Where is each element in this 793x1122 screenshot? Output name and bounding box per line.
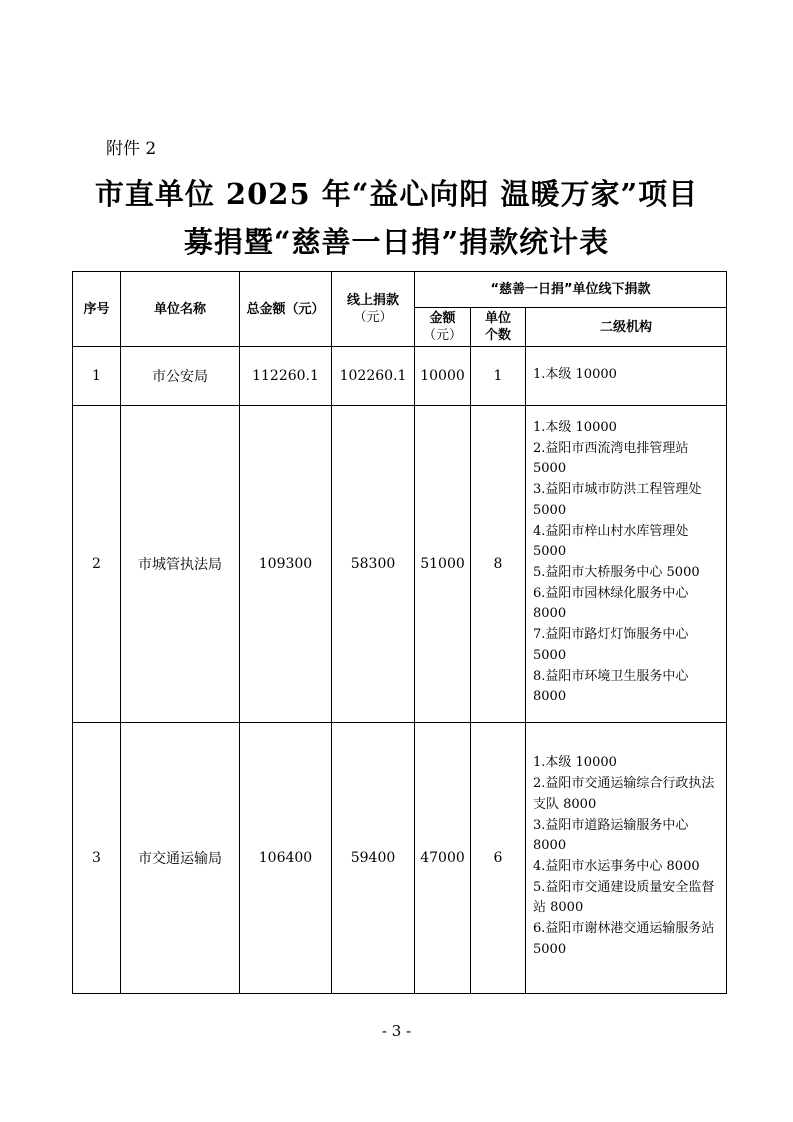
cell-unit-count: 6	[471, 723, 526, 994]
cell-secondary-orgs	[526, 406, 727, 723]
cell-unit-count: 8	[471, 406, 526, 723]
cell-seq: 1	[73, 347, 121, 406]
header-online	[332, 272, 415, 347]
header-offline-amount	[415, 308, 471, 347]
org-item: 1.本级 10000	[533, 366, 617, 382]
org-item: 2.益阳市西流湾电排管理站 5000	[533, 440, 689, 477]
header-offline-group: “慈善一日捐”单位线下捐款	[415, 272, 727, 308]
org-item: 6.益阳市谢林港交通运输服务站 5000	[533, 921, 715, 957]
cell-offline-amount: 10000	[415, 347, 471, 406]
cell-unit-name: 市公安局	[121, 347, 240, 406]
header-unit-count-line2: 个数	[484, 328, 511, 343]
org-item: 7.益阳市路灯灯饰服务中心 5000	[533, 627, 689, 663]
org-item: 4.益阳市水运事务中心 8000	[533, 859, 700, 874]
org-item: 6.益阳市园林绿化服务中心 8000	[533, 585, 689, 622]
cell-secondary-orgs	[526, 347, 727, 406]
cell-online: 102260.1	[332, 347, 415, 406]
table-row	[73, 347, 727, 406]
cell-seq: 3	[73, 723, 121, 994]
org-item: 5.益阳市大桥服务中心 5000	[533, 565, 700, 580]
cell-secondary-orgs	[526, 723, 727, 994]
header-online-line1: 线上捐款	[346, 293, 399, 308]
cell-total: 106400	[240, 723, 332, 994]
page-title-line-1: 市直单位 2025 年“益心向阳 温暖万家”项目	[94, 177, 699, 211]
cell-offline-amount: 47000	[415, 723, 471, 994]
donation-table	[72, 271, 727, 994]
cell-unit-name: 市城管执法局	[121, 406, 240, 723]
header-online-line2: （元）	[353, 310, 393, 325]
cell-total: 109300	[240, 406, 332, 723]
attachment-label: 附件 2	[106, 139, 157, 159]
org-item: 1.本级 10000	[533, 420, 617, 436]
cell-unit-name: 市交通运输局	[121, 723, 240, 994]
header-total: 总金额（元）	[240, 272, 332, 347]
org-item: 2.益阳市交通运输综合行政执法支队 8000	[533, 776, 715, 812]
cell-seq: 2	[73, 406, 121, 723]
cell-offline-amount: 51000	[415, 406, 471, 723]
cell-online: 59400	[332, 723, 415, 994]
header-amount-line1: 金额	[429, 311, 456, 326]
cell-unit-count: 1	[471, 347, 526, 406]
header-seq: 序号	[73, 272, 121, 347]
org-item: 1.本级 10000	[533, 755, 617, 771]
header-unit-count-line1: 单位	[484, 311, 511, 326]
cell-online: 58300	[332, 406, 415, 723]
cell-total: 112260.1	[240, 347, 332, 406]
header-unit-count	[471, 308, 526, 347]
header-amount-line2: （元）	[422, 328, 462, 343]
org-item: 3.益阳市城市防洪工程管理处 5000	[533, 482, 702, 518]
page-number: - 3 -	[381, 1022, 412, 1040]
table-row	[73, 723, 727, 994]
header-secondary-org: 二级机构	[526, 308, 727, 347]
org-item: 5.益阳市交通建设质量安全监督站 8000	[533, 879, 715, 916]
page-title-line-2: 募捐暨“慈善一日捐”捐款统计表	[183, 225, 610, 259]
header-unit-name: 单位名称	[121, 272, 240, 347]
org-item: 8.益阳市环境卫生服务中心 8000	[533, 668, 689, 705]
org-item: 3.益阳市道路运输服务中心 8000	[533, 817, 689, 854]
org-item: 4.益阳市梓山村水库管理处 5000	[533, 523, 689, 560]
table-row	[73, 406, 727, 723]
